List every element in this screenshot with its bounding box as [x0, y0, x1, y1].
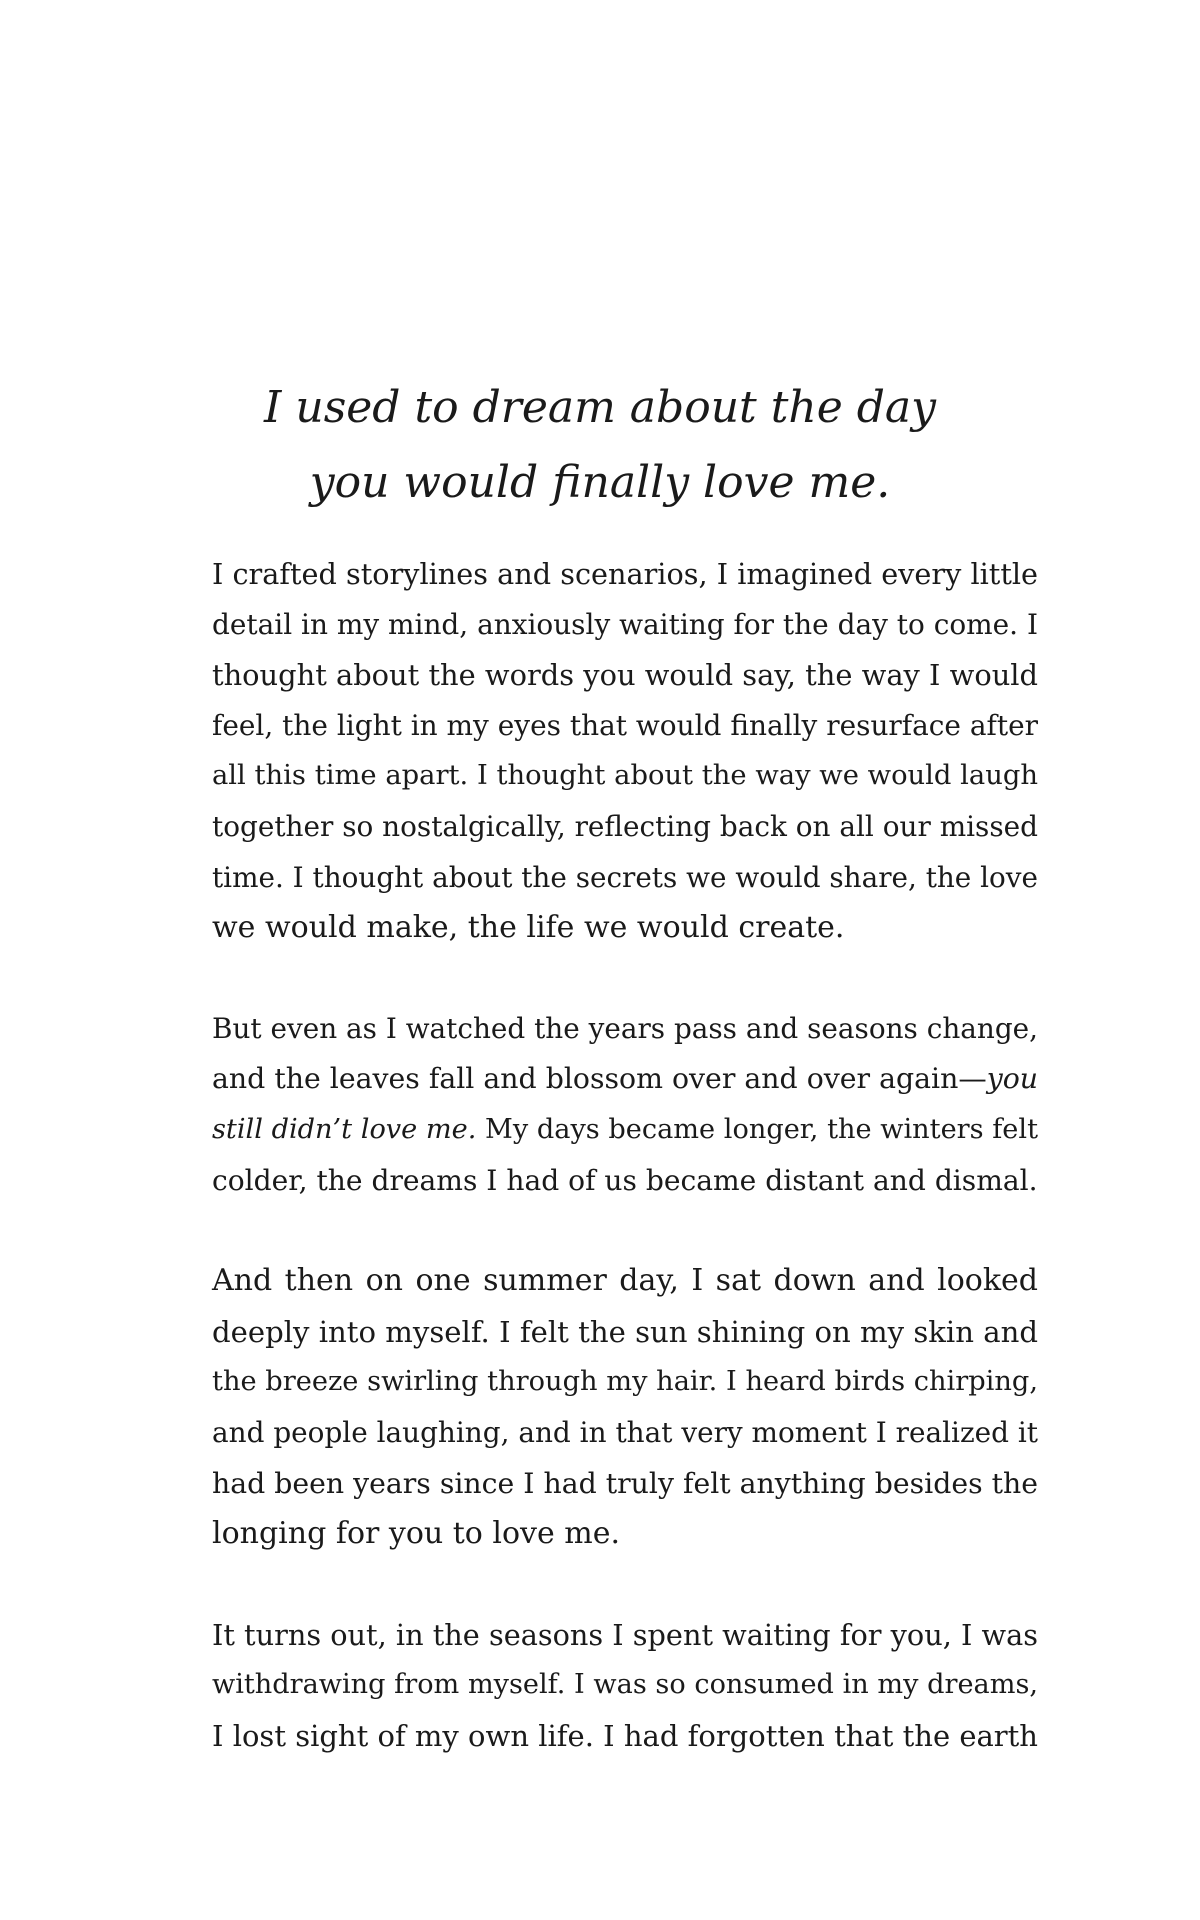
body-text — [212, 549, 1038, 1811]
text-line — [212, 1105, 1038, 1156]
italic-text: you — [986, 1062, 1038, 1096]
text-line: had been years since I had truly felt anything besides the — [212, 1466, 1038, 1500]
heading-line-1: I used to dream about the day — [263, 382, 936, 433]
text-line: the breeze swirling through my hair. I heard birds chirping, — [212, 1366, 1038, 1398]
text-line: But even as I watched the years pass and seasons change, — [212, 1011, 1038, 1045]
paragraph-1 — [212, 549, 1038, 954]
text-line: and people laughing, and in that very moment I realized it — [212, 1415, 1038, 1449]
poem-heading — [0, 370, 1200, 520]
text-line: together so nostalgically, reflecting back on all our missed — [212, 809, 1038, 843]
italic-text: still didn’t love me. — [212, 1113, 477, 1145]
text-line: all this time apart. I thought about the way we would laugh — [212, 760, 1038, 792]
text-segment: My days became longer, the winters felt — [476, 1113, 1038, 1145]
text-segment: and the leaves fall and blossom over and over again— — [212, 1062, 987, 1096]
text-line: I crafted storylines and scenarios, I imagined every little — [212, 557, 1038, 591]
text-line — [212, 1054, 1038, 1105]
paragraph-2 — [212, 1004, 1038, 1206]
text-line: withdrawing from myself. I was so consumed in my dreams, — [212, 1669, 1038, 1701]
paragraph-4 — [212, 1610, 1038, 1762]
text-line: It turns out, in the seasons I spent waiting for you, I was — [212, 1617, 1038, 1652]
text-line: deeply into myself. I felt the sun shining on my skin and — [212, 1314, 1038, 1349]
heading-line-2: you would finally love me. — [309, 457, 891, 508]
text-line: colder, the dreams I had of us became distant and dismal. — [212, 1163, 1038, 1197]
text-line: we would make, the life we would create. — [212, 910, 845, 946]
text-line: thought about the words you would say, the way I would — [212, 658, 1038, 693]
text-line: And then on one summer day, I sat down and looked — [212, 1263, 1038, 1299]
text-line: time. I thought about the secrets we would share, the love — [212, 860, 1038, 894]
paragraph-3 — [212, 1256, 1038, 1560]
text-line: I lost sight of my own life. I had forgotten that the earth — [212, 1718, 1038, 1753]
text-line: longing for you to love me. — [212, 1516, 621, 1552]
text-line: feel, the light in my eyes that would finally resurface after — [212, 708, 1038, 742]
text-line: detail in my mind, anxiously waiting for the day to come. I — [212, 607, 1038, 641]
